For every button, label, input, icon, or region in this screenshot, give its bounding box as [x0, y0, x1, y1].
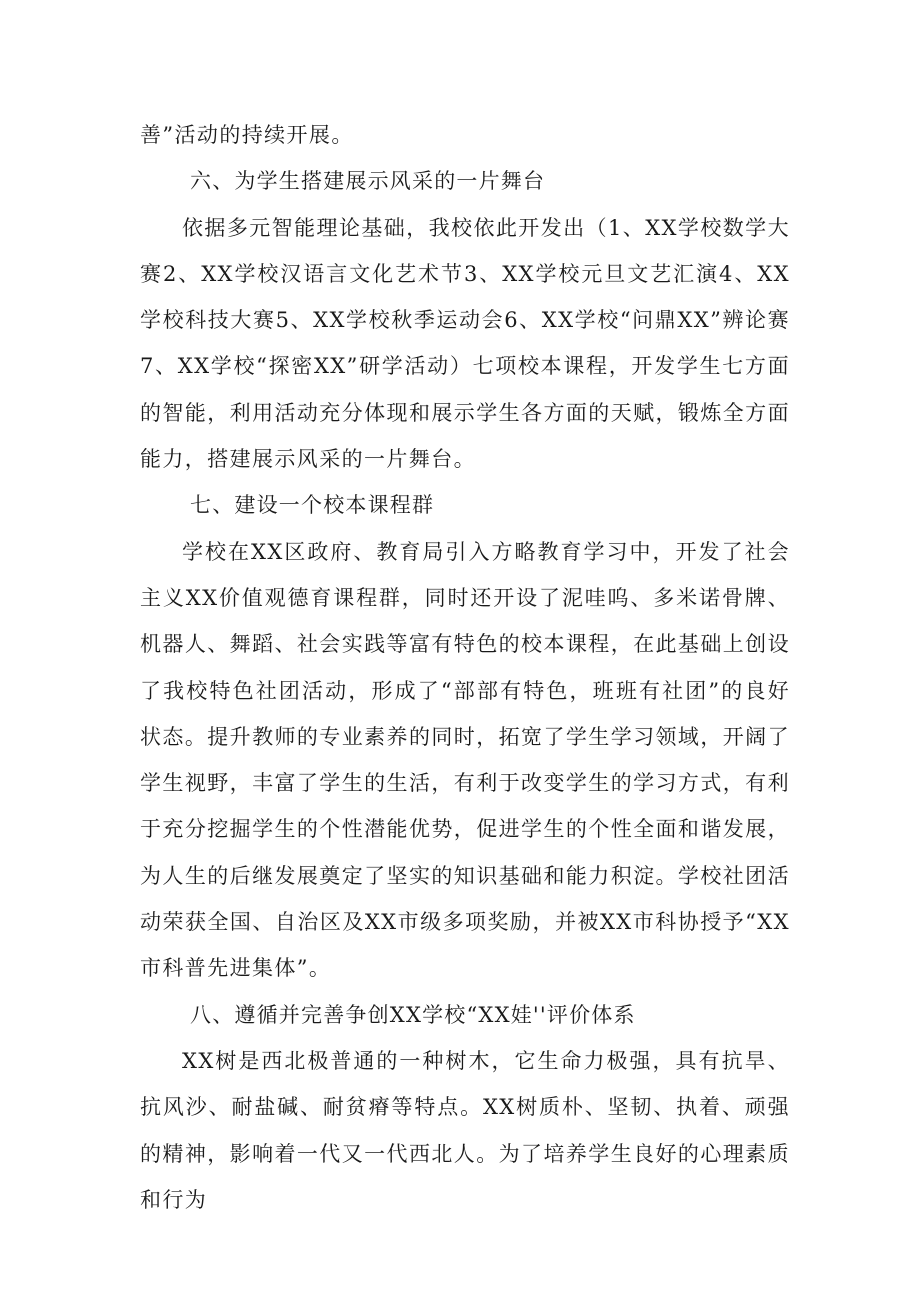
paragraph-section-8: XX树是西北极普通的一种树木，它生命力极强，具有抗旱、抗风沙、耐盐碱、耐贫瘠等特点。XX树质朴、坚韧、执着、顽强的精神，影响着一代又一代西北人。为了培养学生良好的心理素质和行为: [140, 1048, 790, 1212]
paragraph-continuation: 善”活动的持续开展。: [140, 123, 354, 147]
paragraph-section-7: 学校在XX区政府、教育局引入方略教育学习中，开发了社会主义XX价值观德育课程群，同时还开设了泥哇呜、多米诺骨牌、机器人、舞蹈、社会实践等富有特色的校本课程，在此基础上创设了我校特色社团活动，形成了“部部有特色，班班有社团”的良好状态。提升教师的专业素养的同时，拓宽了学生学习领域，开阔了学生视野，丰富了学生的生活，有利于改变学生的学习方式，有利于充分挖掘学生的个性潜能优势，促进学生的个性全面和谐发展，为人生的后继发展奠定了坚实的知识基础和能力积淀。学校社团活动荣获全国、自治区及XX市级多项奖励，并被XX市科协授予“XX市科普先进集体”。: [140, 539, 790, 981]
section-heading-7: 七、建设一个校本课程群: [190, 493, 435, 518]
paragraph-section-6: 依据多元智能理论基础，我校依此开发出（1、XX学校数学大赛2、XX学校汉语言文化艺术节3、XX学校元旦文艺汇演4、XX学校科技大赛5、XX学校秋季运动会6、XX学校“问鼎XX”辨论赛7、XX学校“探密XX”研学活动）七项校本课程，开发学生七方面的智能，利用活动充分体现和展示学生各方面的天赋，锻炼全方面能力，搭建展示风采的一片舞台。: [140, 215, 790, 472]
document-body: [140, 112, 790, 1223]
section-heading-6: 六、为学生搭建展示风采的一片舞台: [190, 169, 546, 194]
section-heading-8: 八、遵循并完善争创XX学校“XX娃''评价体系: [190, 1002, 636, 1027]
